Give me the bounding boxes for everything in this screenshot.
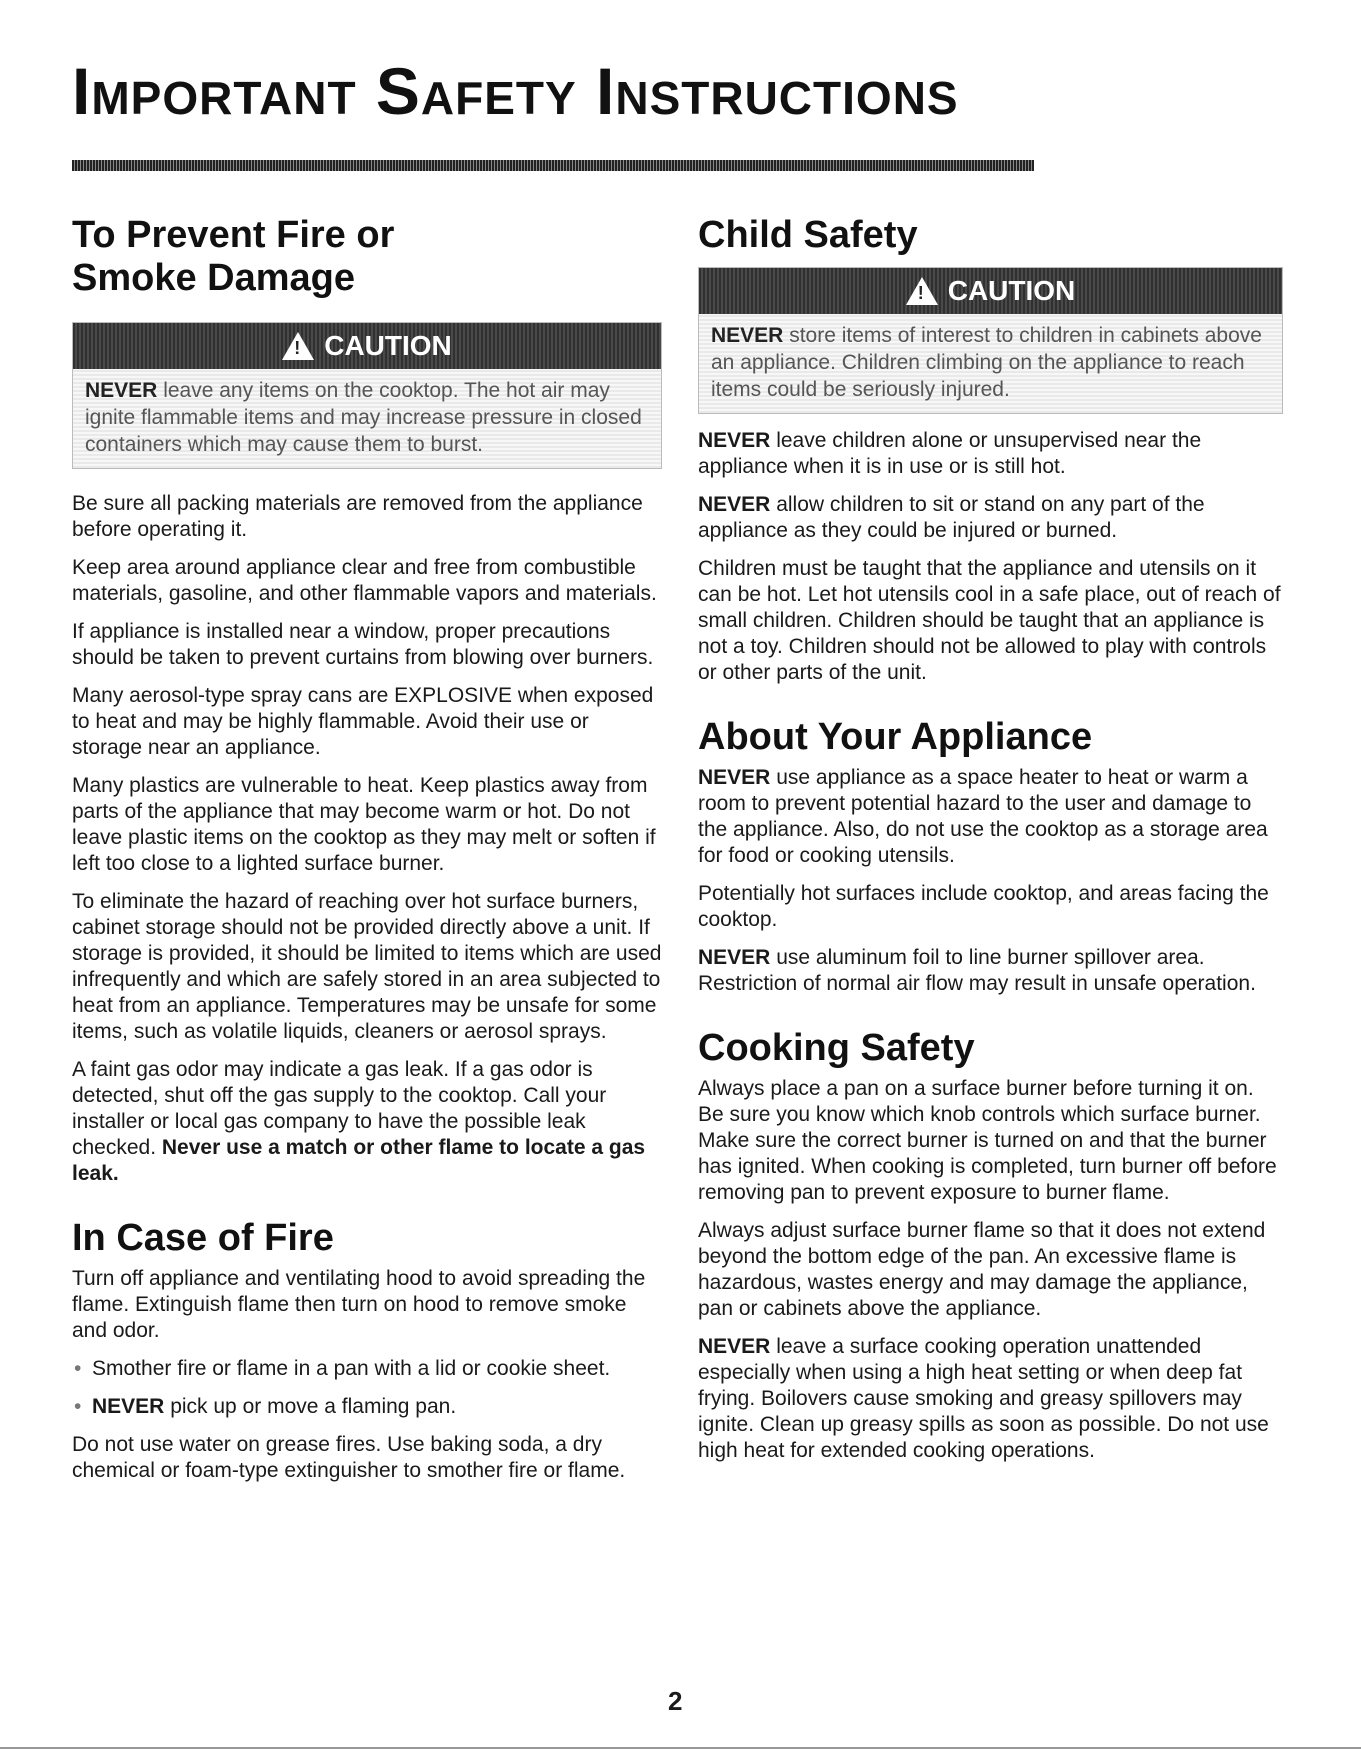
never-keyword: NEVER <box>92 1395 165 1418</box>
in-case-of-fire-section <box>72 1217 662 1484</box>
page-title: Important Safety Instructions <box>72 54 959 128</box>
paragraph: Be sure all packing materials are removed from the appliance before operating it. <box>72 492 643 541</box>
caution-text <box>73 369 661 468</box>
paragraph: Many plastics are vulnerable to heat. Keep plastics away from parts of the appliance that may become warm or hot. Do not leave plastic items on the cooktop as they may melt or soften if left too close to a lighted surface burner. <box>72 774 656 875</box>
never-keyword: NEVER <box>698 429 771 452</box>
about-appliance-heading: About Your Appliance <box>698 716 1093 758</box>
paragraph: Always adjust surface burner flame so that it does not extend beyond the bottom edge of the pan. An excessive flame is hazardous, wastes energy and may damage the appliance, pan or cabinets above the appliance. <box>698 1219 1266 1320</box>
never-keyword: NEVER <box>711 324 784 347</box>
paragraph: If appliance is installed near a window, proper precautions should be taken to prevent curtains from blowing over burners. <box>72 620 654 669</box>
fire-prevention-heading-line2: Smoke Damage <box>72 257 356 299</box>
paragraph-text: leave children alone or unsupervised near the appliance when it is in use or is still hot. <box>698 429 1202 478</box>
bottom-rule <box>0 1747 1361 1749</box>
fire-prevention-body <box>72 491 662 1187</box>
paragraph <box>698 1334 1283 1464</box>
never-keyword: NEVER <box>698 946 771 969</box>
fire-prevention-heading <box>72 214 662 300</box>
title-rule <box>72 160 1034 171</box>
paragraph <box>698 945 1283 997</box>
cooking-safety-heading: Cooking Safety <box>698 1027 975 1069</box>
paragraph-text: leave a surface cooking operation unattended especially when using a high heat setting or when deep fat frying. Boilovers cause smoking and greasy spillovers may ignite. Clean up greasy spills as soon as possible. Do not use high heat for extended cooking operations. <box>698 1335 1269 1462</box>
page-number: 2 <box>668 1686 683 1716</box>
never-keyword: NEVER <box>85 379 158 402</box>
gas-leak-text: A faint gas odor may indicate a gas leak. If a gas odor is detected, shut off the gas supply to the cooktop. Call your installer or local gas company to have the possible leak checked. <box>72 1058 607 1159</box>
child-safety-body <box>698 428 1283 686</box>
gas-leak-paragraph <box>72 1057 662 1187</box>
fire-prevention-heading-line1: To Prevent Fire or <box>72 214 395 256</box>
paragraph: Children must be taught that the appliance and utensils on it can be hot. Let hot utensils cool in a safe place, out of reach of small children. Children should be taught that an appliance is not a toy. Children should not be allowed to play with controls or other parts of the unit. <box>698 557 1281 684</box>
caution-text <box>699 314 1282 413</box>
never-keyword: NEVER <box>698 493 771 516</box>
paragraph: Keep area around appliance clear and free from combustible materials, gasoline, and other flammable vapors and materials. <box>72 556 657 605</box>
about-appliance-section <box>698 716 1283 997</box>
paragraph: Potentially hot surfaces include cooktop, and areas facing the cooktop. <box>698 882 1269 931</box>
caution-body: leave any items on the cooktop. The hot air may ignite flammable items and may increase pressure in closed containers which may cause them to burst. <box>85 379 642 456</box>
list-item <box>92 1394 662 1420</box>
warning-triangle-icon <box>906 277 938 305</box>
caution-box-child <box>698 267 1283 414</box>
caution-header <box>73 323 661 369</box>
paragraph <box>698 428 1283 480</box>
paragraph-text: use aluminum foil to line burner spillover area. Restriction of normal air flow may result in unsafe operation. <box>698 946 1256 995</box>
gas-leak-warning: Never use a match or other flame to locate a gas leak. <box>72 1136 646 1185</box>
left-column <box>72 214 662 1496</box>
list-item: • Smother fire or flame in a pan with a lid or cookie sheet. <box>92 1356 662 1382</box>
paragraph: Turn off appliance and ventilating hood to avoid spreading the flame. Extinguish flame then turn on hood to remove smoke and odor. <box>72 1267 646 1342</box>
in-case-of-fire-heading: In Case of Fire <box>72 1217 334 1259</box>
paragraph: Do not use water on grease fires. Use baking soda, a dry chemical or foam-type extinguisher to smother fire or flame. <box>72 1433 626 1482</box>
caution-header <box>699 268 1282 314</box>
paragraph <box>698 765 1283 869</box>
child-safety-heading: Child Safety <box>698 214 918 256</box>
cooking-safety-section <box>698 1027 1283 1464</box>
fire-bullet-list <box>72 1356 662 1420</box>
paragraph-text: allow children to sit or stand on any part of the appliance as they could be injured or burned. <box>698 493 1205 542</box>
paragraph <box>698 492 1283 544</box>
caution-label: CAUTION <box>324 330 452 361</box>
list-item-text: pick up or move a flaming pan. <box>164 1395 457 1418</box>
paragraph-text: use appliance as a space heater to heat or warm a room to prevent potential hazard to the user and damage to the appliance. Also, do not use the cooktop as a storage area for food or cooking utensils. <box>698 766 1268 867</box>
right-column <box>698 214 1283 1476</box>
warning-triangle-icon <box>282 332 314 360</box>
paragraph: To eliminate the hazard of reaching over hot surface burners, cabinet storage should not be provided directly above a unit. If storage is provided, it should be limited to items which are used infrequently and which are safely stored in an area subjected to heat from an appliance. Temperatures may be unsafe for some items, such as volatile liquids, cleaners or aerosol sprays. <box>72 890 662 1043</box>
never-keyword: NEVER <box>698 766 771 789</box>
caution-box-fire <box>72 322 662 469</box>
paragraph: Many aerosol-type spray cans are EXPLOSIVE when exposed to heat and may be highly flammable. Avoid their use or storage near an appliance. <box>72 684 654 759</box>
caution-body: store items of interest to children in cabinets above an appliance. Children climbing on the appliance to reach items could be seriously injured. <box>711 324 1262 401</box>
caution-label: CAUTION <box>947 275 1076 306</box>
paragraph: Always place a pan on a surface burner before turning it on. Be sure you know which knob controls which surface burner. Make sure the correct burner is turned on and that the burner has ignited. When cooking is completed, turn burner off before removing pan to prevent exposure to burner flame. <box>698 1077 1277 1204</box>
never-keyword: NEVER <box>698 1335 771 1358</box>
